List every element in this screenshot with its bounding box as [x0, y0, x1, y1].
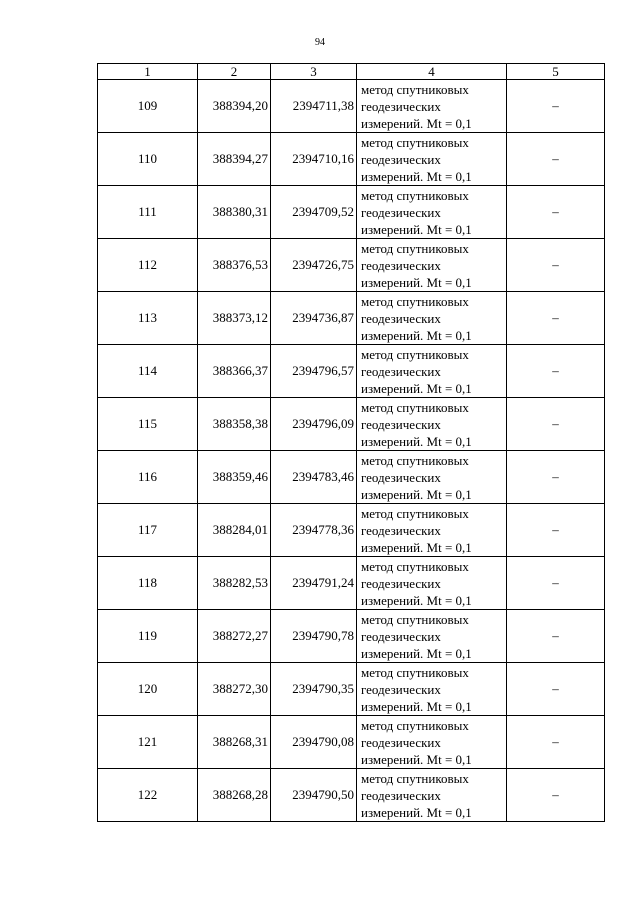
method-line-3: измерений. Mt = 0,1 — [361, 539, 472, 555]
y-coordinate-cell: 2394736,87 — [271, 292, 357, 345]
description-cell: – — [507, 663, 605, 716]
method-line-3: измерений. Mt = 0,1 — [361, 433, 472, 449]
point-number-cell: 117 — [98, 504, 198, 557]
description-cell: – — [507, 80, 605, 133]
description-cell: – — [507, 557, 605, 610]
table-row — [98, 610, 605, 663]
table-row — [98, 504, 605, 557]
column-header-5: 5 — [507, 64, 605, 80]
column-header-3: 3 — [271, 64, 357, 80]
table-header — [98, 64, 605, 80]
method-line-2: геодезических — [361, 204, 441, 220]
y-coordinate-cell: 2394796,09 — [271, 398, 357, 451]
description-cell: – — [507, 610, 605, 663]
method-cell — [357, 398, 507, 451]
method-line-1: метод спутниковых — [361, 558, 469, 574]
table-row — [98, 292, 605, 345]
method-line-2: геодезических — [361, 151, 441, 167]
method-cell — [357, 292, 507, 345]
method-line-1: метод спутниковых — [361, 293, 469, 309]
point-number-cell: 115 — [98, 398, 198, 451]
y-coordinate-cell: 2394709,52 — [271, 186, 357, 239]
description-cell: – — [507, 239, 605, 292]
column-header-4: 4 — [357, 64, 507, 80]
point-number-cell: 112 — [98, 239, 198, 292]
point-number-cell: 120 — [98, 663, 198, 716]
method-line-3: измерений. Mt = 0,1 — [361, 592, 472, 608]
x-coordinate-cell: 388268,31 — [198, 716, 271, 769]
method-line-2: геодезических — [361, 98, 441, 114]
method-cell — [357, 716, 507, 769]
table-row — [98, 557, 605, 610]
point-number-cell: 109 — [98, 80, 198, 133]
point-number-cell: 122 — [98, 769, 198, 822]
method-line-2: геодезических — [361, 310, 441, 326]
method-line-2: геодезических — [361, 575, 441, 591]
x-coordinate-cell: 388366,37 — [198, 345, 271, 398]
column-header-1: 1 — [98, 64, 198, 80]
method-line-2: геодезических — [361, 363, 441, 379]
method-line-1: метод спутниковых — [361, 399, 469, 415]
method-line-1: метод спутниковых — [361, 240, 469, 256]
x-coordinate-cell: 388358,38 — [198, 398, 271, 451]
method-line-3: измерений. Mt = 0,1 — [361, 327, 472, 343]
method-cell — [357, 239, 507, 292]
table-row — [98, 716, 605, 769]
method-line-2: геодезических — [361, 257, 441, 273]
method-line-1: метод спутниковых — [361, 81, 469, 97]
method-line-3: измерений. Mt = 0,1 — [361, 751, 472, 767]
method-line-3: измерений. Mt = 0,1 — [361, 221, 472, 237]
column-header-2: 2 — [198, 64, 271, 80]
table-row — [98, 663, 605, 716]
method-line-1: метод спутниковых — [361, 717, 469, 733]
method-line-3: измерений. Mt = 0,1 — [361, 486, 472, 502]
method-cell — [357, 345, 507, 398]
y-coordinate-cell: 2394783,46 — [271, 451, 357, 504]
x-coordinate-cell: 388394,20 — [198, 80, 271, 133]
method-cell — [357, 504, 507, 557]
y-coordinate-cell: 2394791,24 — [271, 557, 357, 610]
table-row — [98, 769, 605, 822]
x-coordinate-cell: 388376,53 — [198, 239, 271, 292]
method-cell — [357, 769, 507, 822]
description-cell: – — [507, 292, 605, 345]
point-number-cell: 118 — [98, 557, 198, 610]
x-coordinate-cell: 388373,12 — [198, 292, 271, 345]
coordinates-table — [97, 63, 605, 822]
table-row — [98, 186, 605, 239]
description-cell: – — [507, 716, 605, 769]
header-row — [98, 64, 605, 80]
method-line-2: геодезических — [361, 734, 441, 750]
point-number-cell: 110 — [98, 133, 198, 186]
method-line-1: метод спутниковых — [361, 452, 469, 468]
description-cell: – — [507, 186, 605, 239]
x-coordinate-cell: 388272,27 — [198, 610, 271, 663]
x-coordinate-cell: 388380,31 — [198, 186, 271, 239]
table-row — [98, 133, 605, 186]
method-cell — [357, 610, 507, 663]
method-line-2: геодезических — [361, 787, 441, 803]
description-cell: – — [507, 345, 605, 398]
method-line-3: измерений. Mt = 0,1 — [361, 115, 472, 131]
method-line-3: измерений. Mt = 0,1 — [361, 698, 472, 714]
y-coordinate-cell: 2394778,36 — [271, 504, 357, 557]
y-coordinate-cell: 2394726,75 — [271, 239, 357, 292]
method-line-2: геодезических — [361, 628, 441, 644]
y-coordinate-cell: 2394796,57 — [271, 345, 357, 398]
method-line-1: метод спутниковых — [361, 187, 469, 203]
y-coordinate-cell: 2394790,08 — [271, 716, 357, 769]
y-coordinate-cell: 2394790,35 — [271, 663, 357, 716]
method-line-1: метод спутниковых — [361, 505, 469, 521]
method-line-1: метод спутниковых — [361, 611, 469, 627]
method-cell — [357, 557, 507, 610]
y-coordinate-cell: 2394790,78 — [271, 610, 357, 663]
x-coordinate-cell: 388272,30 — [198, 663, 271, 716]
method-line-1: метод спутниковых — [361, 134, 469, 150]
point-number-cell: 119 — [98, 610, 198, 663]
method-line-1: метод спутниковых — [361, 664, 469, 680]
point-number-cell: 113 — [98, 292, 198, 345]
page-number: 94 — [315, 37, 325, 48]
description-cell: – — [507, 398, 605, 451]
method-cell — [357, 186, 507, 239]
method-line-2: геодезических — [361, 522, 441, 538]
description-cell: – — [507, 451, 605, 504]
method-line-2: геодезических — [361, 681, 441, 697]
method-line-2: геодезических — [361, 416, 441, 432]
method-line-3: измерений. Mt = 0,1 — [361, 380, 472, 396]
method-cell — [357, 451, 507, 504]
table-row — [98, 451, 605, 504]
y-coordinate-cell: 2394790,50 — [271, 769, 357, 822]
method-line-3: измерений. Mt = 0,1 — [361, 274, 472, 290]
point-number-cell: 121 — [98, 716, 198, 769]
method-line-1: метод спутниковых — [361, 346, 469, 362]
method-line-2: геодезических — [361, 469, 441, 485]
method-line-3: измерений. Mt = 0,1 — [361, 804, 472, 820]
description-cell: – — [507, 769, 605, 822]
y-coordinate-cell: 2394710,16 — [271, 133, 357, 186]
y-coordinate-cell: 2394711,38 — [271, 80, 357, 133]
method-cell — [357, 663, 507, 716]
method-line-3: измерений. Mt = 0,1 — [361, 168, 472, 184]
point-number-cell: 114 — [98, 345, 198, 398]
x-coordinate-cell: 388282,53 — [198, 557, 271, 610]
method-line-3: измерений. Mt = 0,1 — [361, 645, 472, 661]
x-coordinate-cell: 388359,46 — [198, 451, 271, 504]
table-row — [98, 239, 605, 292]
method-line-1: метод спутниковых — [361, 770, 469, 786]
table-row — [98, 398, 605, 451]
method-cell — [357, 133, 507, 186]
table-row — [98, 345, 605, 398]
point-number-cell: 111 — [98, 186, 198, 239]
description-cell: – — [507, 504, 605, 557]
table-row — [98, 80, 605, 133]
x-coordinate-cell: 388284,01 — [198, 504, 271, 557]
method-cell — [357, 80, 507, 133]
x-coordinate-cell: 388394,27 — [198, 133, 271, 186]
table-body — [98, 80, 605, 822]
x-coordinate-cell: 388268,28 — [198, 769, 271, 822]
point-number-cell: 116 — [98, 451, 198, 504]
description-cell: – — [507, 133, 605, 186]
